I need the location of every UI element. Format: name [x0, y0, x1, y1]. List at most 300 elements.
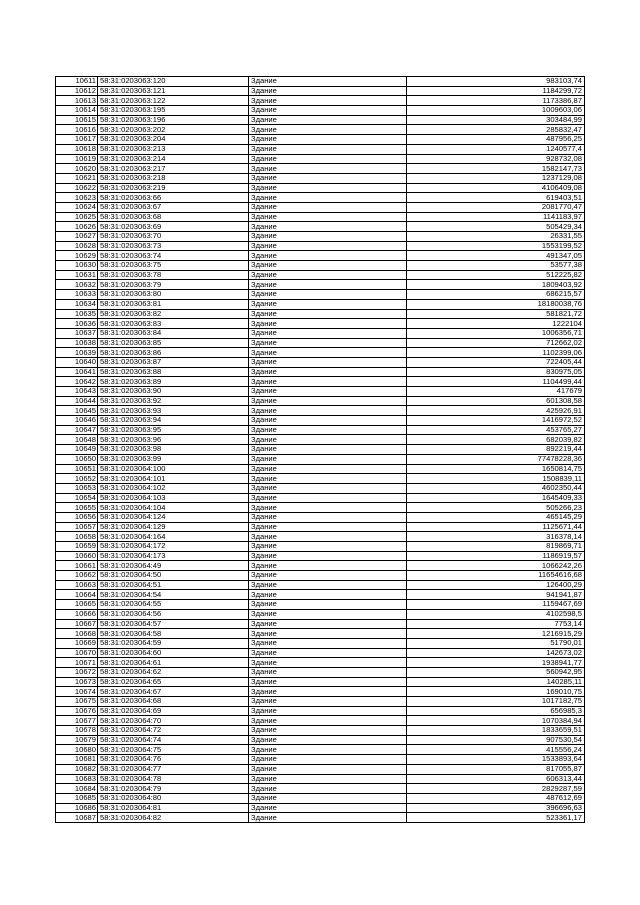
- cadastral-number-cell: 58:31:0203063:95: [98, 425, 249, 435]
- table-row: [56, 338, 585, 348]
- row-number-cell: 10679: [56, 735, 98, 745]
- cadastral-number-cell: 58:31:0203064:60: [98, 648, 249, 658]
- row-number-cell: 10654: [56, 493, 98, 503]
- object-type-cell: Здание: [249, 813, 407, 823]
- cadastral-value-cell: 819869,71: [407, 542, 585, 552]
- row-number-cell: 10640: [56, 357, 98, 367]
- cadastral-value-cell: 1237129,08: [407, 173, 585, 183]
- row-number-cell: 10644: [56, 396, 98, 406]
- row-number-cell: 10638: [56, 338, 98, 348]
- row-number-cell: 10646: [56, 416, 98, 426]
- table-row: [56, 512, 585, 522]
- cadastral-value-cell: 817055,87: [407, 764, 585, 774]
- cadastral-number-cell: 58:31:0203064:56: [98, 609, 249, 619]
- table-row: [56, 261, 585, 271]
- object-type-cell: Здание: [249, 677, 407, 687]
- row-number-cell: 10631: [56, 270, 98, 280]
- row-number-cell: 10642: [56, 377, 98, 387]
- table-row: [56, 106, 585, 116]
- cadastral-number-cell: 58:31:0203064:75: [98, 745, 249, 755]
- object-type-cell: Здание: [249, 377, 407, 387]
- table-row: [56, 716, 585, 726]
- cadastral-value-cell: 983103,74: [407, 77, 585, 87]
- cadastral-number-cell: 58:31:0203063:78: [98, 270, 249, 280]
- object-type-cell: Здание: [249, 793, 407, 803]
- object-type-cell: Здание: [249, 125, 407, 135]
- cadastral-number-cell: 58:31:0203063:202: [98, 125, 249, 135]
- row-number-cell: 10624: [56, 202, 98, 212]
- table-row: [56, 135, 585, 145]
- table-row: [56, 377, 585, 387]
- cadastral-number-cell: 58:31:0203064:102: [98, 483, 249, 493]
- row-number-cell: 10627: [56, 232, 98, 242]
- cadastral-value-cell: 142673,02: [407, 648, 585, 658]
- cadastral-number-cell: 58:31:0203063:81: [98, 299, 249, 309]
- cadastral-number-cell: 58:31:0203063:120: [98, 77, 249, 87]
- cadastral-number-cell: 58:31:0203063:70: [98, 232, 249, 242]
- cadastral-number-cell: 58:31:0203064:124: [98, 512, 249, 522]
- object-type-cell: Здание: [249, 764, 407, 774]
- row-number-cell: 10671: [56, 658, 98, 668]
- object-type-cell: Здание: [249, 367, 407, 377]
- row-number-cell: 10686: [56, 803, 98, 813]
- row-number-cell: 10661: [56, 561, 98, 571]
- object-type-cell: Здание: [249, 532, 407, 542]
- row-number-cell: 10623: [56, 193, 98, 203]
- cadastral-number-cell: 58:31:0203063:213: [98, 144, 249, 154]
- cadastral-number-cell: 58:31:0203063:217: [98, 164, 249, 174]
- table-row: [56, 590, 585, 600]
- object-type-cell: Здание: [249, 745, 407, 755]
- cadastral-number-cell: 58:31:0203064:65: [98, 677, 249, 687]
- object-type-cell: Здание: [249, 503, 407, 513]
- table-row: [56, 319, 585, 329]
- object-type-cell: Здание: [249, 348, 407, 358]
- row-number-cell: 10666: [56, 609, 98, 619]
- cadastral-number-cell: 58:31:0203064:81: [98, 803, 249, 813]
- object-type-cell: Здание: [249, 106, 407, 116]
- cadastral-number-cell: 58:31:0203064:67: [98, 687, 249, 697]
- table-row: [56, 764, 585, 774]
- object-type-cell: Здание: [249, 648, 407, 658]
- cadastral-number-cell: 58:31:0203063:87: [98, 357, 249, 367]
- cadastral-number-cell: 58:31:0203063:83: [98, 319, 249, 329]
- cadastral-number-cell: 58:31:0203064:103: [98, 493, 249, 503]
- table-row: [56, 416, 585, 426]
- object-type-cell: Здание: [249, 493, 407, 503]
- cadastral-value-cell: 1125671,44: [407, 522, 585, 532]
- row-number-cell: 10630: [56, 261, 98, 271]
- table-row: [56, 813, 585, 823]
- cadastral-value-cell: 487612,69: [407, 793, 585, 803]
- row-number-cell: 10656: [56, 512, 98, 522]
- row-number-cell: 10669: [56, 638, 98, 648]
- table-row: [56, 241, 585, 251]
- cadastral-number-cell: 58:31:0203064:51: [98, 580, 249, 590]
- table-row: [56, 387, 585, 397]
- object-type-cell: Здание: [249, 435, 407, 445]
- cadastral-value-cell: 487956,25: [407, 135, 585, 145]
- object-type-cell: Здание: [249, 328, 407, 338]
- cadastral-number-cell: 58:31:0203064:70: [98, 716, 249, 726]
- table-row: [56, 183, 585, 193]
- cadastral-value-cell: 512225,82: [407, 270, 585, 280]
- row-number-cell: 10687: [56, 813, 98, 823]
- table-row: [56, 328, 585, 338]
- table-row: [56, 745, 585, 755]
- table-row: [56, 193, 585, 203]
- row-number-cell: 10676: [56, 706, 98, 716]
- row-number-cell: 10649: [56, 445, 98, 455]
- table-row: [56, 202, 585, 212]
- cadastral-number-cell: 58:31:0203064:100: [98, 464, 249, 474]
- table-row: [56, 493, 585, 503]
- row-number-cell: 10657: [56, 522, 98, 532]
- cadastral-value-cell: 1141183,97: [407, 212, 585, 222]
- cadastral-value-cell: 1645409,33: [407, 493, 585, 503]
- object-type-cell: Здание: [249, 464, 407, 474]
- object-type-cell: Здание: [249, 183, 407, 193]
- row-number-cell: 10664: [56, 590, 98, 600]
- cadastral-number-cell: 58:31:0203063:122: [98, 96, 249, 106]
- table-row: [56, 503, 585, 513]
- cadastral-value-cell: 907530,54: [407, 735, 585, 745]
- row-number-cell: 10683: [56, 774, 98, 784]
- object-type-cell: Здание: [249, 735, 407, 745]
- cadastral-value-cell: 1066242,26: [407, 561, 585, 571]
- row-number-cell: 10673: [56, 677, 98, 687]
- object-type-cell: Здание: [249, 164, 407, 174]
- cadastral-number-cell: 58:31:0203064:50: [98, 571, 249, 581]
- table-row: [56, 687, 585, 697]
- cadastral-number-cell: 58:31:0203064:54: [98, 590, 249, 600]
- cadastral-value-cell: 2081770,47: [407, 202, 585, 212]
- cadastral-value-cell: 53577,38: [407, 261, 585, 271]
- table-row: [56, 425, 585, 435]
- row-number-cell: 10674: [56, 687, 98, 697]
- object-type-cell: Здание: [249, 551, 407, 561]
- object-type-cell: Здание: [249, 202, 407, 212]
- cadastral-number-cell: 58:31:0203063:67: [98, 202, 249, 212]
- cadastral-value-cell: 722405,44: [407, 357, 585, 367]
- row-number-cell: 10634: [56, 299, 98, 309]
- cadastral-value-cell: 1184299,72: [407, 86, 585, 96]
- table-row: [56, 96, 585, 106]
- row-number-cell: 10635: [56, 309, 98, 319]
- cadastral-number-cell: 58:31:0203063:90: [98, 387, 249, 397]
- row-number-cell: 10629: [56, 251, 98, 261]
- cadastral-value-cell: 1070384,94: [407, 716, 585, 726]
- table-row: [56, 784, 585, 794]
- row-number-cell: 10670: [56, 648, 98, 658]
- object-type-cell: Здание: [249, 173, 407, 183]
- cadastral-value-cell: 11654616,68: [407, 571, 585, 581]
- cadastral-number-cell: 58:31:0203063:89: [98, 377, 249, 387]
- cadastral-value-cell: 1240577,4: [407, 144, 585, 154]
- table-row: [56, 357, 585, 367]
- cadastral-number-cell: 58:31:0203063:88: [98, 367, 249, 377]
- cadastral-number-cell: 58:31:0203064:72: [98, 726, 249, 736]
- row-number-cell: 10628: [56, 241, 98, 251]
- table-body: [56, 77, 585, 823]
- cadastral-value-cell: 606313,44: [407, 774, 585, 784]
- cadastral-value-cell: 560942,95: [407, 667, 585, 677]
- cadastral-value-cell: 140285,11: [407, 677, 585, 687]
- table-row: [56, 464, 585, 474]
- row-number-cell: 10675: [56, 697, 98, 707]
- table-row: [56, 445, 585, 455]
- cadastral-number-cell: 58:31:0203063:84: [98, 328, 249, 338]
- cadastral-value-cell: 505266,23: [407, 503, 585, 513]
- table-row: [56, 609, 585, 619]
- table-row: [56, 542, 585, 552]
- object-type-cell: Здание: [249, 425, 407, 435]
- object-type-cell: Здание: [249, 522, 407, 532]
- cadastral-value-cell: 7753,14: [407, 619, 585, 629]
- table-row: [56, 474, 585, 484]
- object-type-cell: Здание: [249, 687, 407, 697]
- cadastral-value-cell: 396696,63: [407, 803, 585, 813]
- row-number-cell: 10633: [56, 290, 98, 300]
- cadastral-value-cell: 601308,58: [407, 396, 585, 406]
- row-number-cell: 10619: [56, 154, 98, 164]
- cadastral-value-cell: 126400,29: [407, 580, 585, 590]
- cadastral-number-cell: 58:31:0203063:96: [98, 435, 249, 445]
- object-type-cell: Здание: [249, 144, 407, 154]
- object-type-cell: Здание: [249, 697, 407, 707]
- row-number-cell: 10639: [56, 348, 98, 358]
- table-row: [56, 435, 585, 445]
- table-row: [56, 232, 585, 242]
- cadastral-value-cell: 830975,05: [407, 367, 585, 377]
- cadastral-number-cell: 58:31:0203063:66: [98, 193, 249, 203]
- table-row: [56, 793, 585, 803]
- cadastral-value-cell: 285832,47: [407, 125, 585, 135]
- row-number-cell: 10677: [56, 716, 98, 726]
- object-type-cell: Здание: [249, 542, 407, 552]
- row-number-cell: 10651: [56, 464, 98, 474]
- object-type-cell: Здание: [249, 716, 407, 726]
- cadastral-number-cell: 58:31:0203064:82: [98, 813, 249, 823]
- object-type-cell: Здание: [249, 454, 407, 464]
- row-number-cell: 10620: [56, 164, 98, 174]
- object-type-cell: Здание: [249, 232, 407, 242]
- cadastral-value-cell: 1009603,06: [407, 106, 585, 116]
- cadastral-number-cell: 58:31:0203064:68: [98, 697, 249, 707]
- cadastral-value-cell: 316378,14: [407, 532, 585, 542]
- table-row: [56, 726, 585, 736]
- object-type-cell: Здание: [249, 96, 407, 106]
- cadastral-number-cell: 58:31:0203064:69: [98, 706, 249, 716]
- cadastral-value-table: [55, 76, 585, 823]
- object-type-cell: Здание: [249, 115, 407, 125]
- cadastral-number-cell: 58:31:0203063:86: [98, 348, 249, 358]
- cadastral-number-cell: 58:31:0203063:98: [98, 445, 249, 455]
- cadastral-value-cell: 4602350,44: [407, 483, 585, 493]
- object-type-cell: Здание: [249, 784, 407, 794]
- object-type-cell: Здание: [249, 619, 407, 629]
- cadastral-value-cell: 465145,29: [407, 512, 585, 522]
- cadastral-number-cell: 58:31:0203064:104: [98, 503, 249, 513]
- cadastral-number-cell: 58:31:0203063:214: [98, 154, 249, 164]
- table-row: [56, 222, 585, 232]
- row-number-cell: 10617: [56, 135, 98, 145]
- table-row: [56, 115, 585, 125]
- row-number-cell: 10641: [56, 367, 98, 377]
- cadastral-number-cell: 58:31:0203063:92: [98, 396, 249, 406]
- object-type-cell: Здание: [249, 561, 407, 571]
- object-type-cell: Здание: [249, 600, 407, 610]
- cadastral-value-cell: 1159467,69: [407, 600, 585, 610]
- table-row: [56, 77, 585, 87]
- cadastral-value-cell: 415556,24: [407, 745, 585, 755]
- table-row: [56, 638, 585, 648]
- cadastral-value-cell: 1833659,51: [407, 726, 585, 736]
- object-type-cell: Здание: [249, 241, 407, 251]
- cadastral-value-cell: 1938941,77: [407, 658, 585, 668]
- object-type-cell: Здание: [249, 512, 407, 522]
- cadastral-number-cell: 58:31:0203064:80: [98, 793, 249, 803]
- cadastral-value-cell: 417679: [407, 387, 585, 397]
- object-type-cell: Здание: [249, 406, 407, 416]
- object-type-cell: Здание: [249, 571, 407, 581]
- row-number-cell: 10653: [56, 483, 98, 493]
- row-number-cell: 10625: [56, 212, 98, 222]
- object-type-cell: Здание: [249, 590, 407, 600]
- row-number-cell: 10613: [56, 96, 98, 106]
- row-number-cell: 10643: [56, 387, 98, 397]
- table-row: [56, 755, 585, 765]
- table-row: [56, 677, 585, 687]
- row-number-cell: 10660: [56, 551, 98, 561]
- object-type-cell: Здание: [249, 270, 407, 280]
- row-number-cell: 10637: [56, 328, 98, 338]
- cadastral-value-cell: 523361,17: [407, 813, 585, 823]
- cadastral-value-cell: 425926,91: [407, 406, 585, 416]
- row-number-cell: 10615: [56, 115, 98, 125]
- cadastral-number-cell: 58:31:0203063:82: [98, 309, 249, 319]
- object-type-cell: Здание: [249, 483, 407, 493]
- object-type-cell: Здание: [249, 396, 407, 406]
- cadastral-number-cell: 58:31:0203063:68: [98, 212, 249, 222]
- cadastral-value-cell: 1216915,29: [407, 629, 585, 639]
- cadastral-value-cell: 656985,3: [407, 706, 585, 716]
- row-number-cell: 10614: [56, 106, 98, 116]
- row-number-cell: 10626: [56, 222, 98, 232]
- cadastral-number-cell: 58:31:0203064:58: [98, 629, 249, 639]
- table-row: [56, 367, 585, 377]
- table-row: [56, 173, 585, 183]
- table-row: [56, 154, 585, 164]
- object-type-cell: Здание: [249, 726, 407, 736]
- object-type-cell: Здание: [249, 222, 407, 232]
- row-number-cell: 10681: [56, 755, 98, 765]
- cadastral-value-cell: 1102399,06: [407, 348, 585, 358]
- table-row: [56, 522, 585, 532]
- table-row: [56, 144, 585, 154]
- table-row: [56, 396, 585, 406]
- object-type-cell: Здание: [249, 86, 407, 96]
- row-number-cell: 10685: [56, 793, 98, 803]
- cadastral-number-cell: 58:31:0203064:78: [98, 774, 249, 784]
- table-row: [56, 600, 585, 610]
- cadastral-number-cell: 58:31:0203063:69: [98, 222, 249, 232]
- cadastral-number-cell: 58:31:0203063:121: [98, 86, 249, 96]
- row-number-cell: 10662: [56, 571, 98, 581]
- cadastral-number-cell: 58:31:0203064:61: [98, 658, 249, 668]
- cadastral-number-cell: 58:31:0203063:99: [98, 454, 249, 464]
- cadastral-number-cell: 58:31:0203064:62: [98, 667, 249, 677]
- row-number-cell: 10650: [56, 454, 98, 464]
- table-row: [56, 580, 585, 590]
- object-type-cell: Здание: [249, 774, 407, 784]
- table-row: [56, 803, 585, 813]
- cadastral-number-cell: 58:31:0203063:93: [98, 406, 249, 416]
- cadastral-value-cell: 682039,82: [407, 435, 585, 445]
- object-type-cell: Здание: [249, 193, 407, 203]
- cadastral-value-cell: 1186919,57: [407, 551, 585, 561]
- object-type-cell: Здание: [249, 290, 407, 300]
- table-row: [56, 629, 585, 639]
- cadastral-value-cell: 18180038,76: [407, 299, 585, 309]
- cadastral-number-cell: 58:31:0203063:218: [98, 173, 249, 183]
- cadastral-value-cell: 1582147,73: [407, 164, 585, 174]
- object-type-cell: Здание: [249, 667, 407, 677]
- table-row: [56, 483, 585, 493]
- cadastral-value-cell: 2829287,59: [407, 784, 585, 794]
- object-type-cell: Здание: [249, 154, 407, 164]
- object-type-cell: Здание: [249, 445, 407, 455]
- object-type-cell: Здание: [249, 755, 407, 765]
- object-type-cell: Здание: [249, 309, 407, 319]
- cadastral-number-cell: 58:31:0203063:195: [98, 106, 249, 116]
- object-type-cell: Здание: [249, 319, 407, 329]
- row-number-cell: 10611: [56, 77, 98, 87]
- object-type-cell: Здание: [249, 299, 407, 309]
- object-type-cell: Здание: [249, 280, 407, 290]
- row-number-cell: 10667: [56, 619, 98, 629]
- cadastral-number-cell: 58:31:0203063:80: [98, 290, 249, 300]
- object-type-cell: Здание: [249, 387, 407, 397]
- table-row: [56, 164, 585, 174]
- cadastral-value-cell: 169010,75: [407, 687, 585, 697]
- table-row: [56, 706, 585, 716]
- cadastral-number-cell: 58:31:0203064:57: [98, 619, 249, 629]
- cadastral-number-cell: 58:31:0203063:196: [98, 115, 249, 125]
- row-number-cell: 10682: [56, 764, 98, 774]
- cadastral-value-cell: 1222104: [407, 319, 585, 329]
- object-type-cell: Здание: [249, 803, 407, 813]
- cadastral-value-cell: 1104499,44: [407, 377, 585, 387]
- table-row: [56, 406, 585, 416]
- row-number-cell: 10658: [56, 532, 98, 542]
- table-row: [56, 86, 585, 96]
- cadastral-value-cell: 581821,72: [407, 309, 585, 319]
- cadastral-number-cell: 58:31:0203064:55: [98, 600, 249, 610]
- table-row: [56, 299, 585, 309]
- cadastral-value-cell: 1553199,52: [407, 241, 585, 251]
- cadastral-number-cell: 58:31:0203063:94: [98, 416, 249, 426]
- row-number-cell: 10655: [56, 503, 98, 513]
- row-number-cell: 10678: [56, 726, 98, 736]
- cadastral-value-cell: 4106409,08: [407, 183, 585, 193]
- cadastral-number-cell: 58:31:0203064:101: [98, 474, 249, 484]
- row-number-cell: 10612: [56, 86, 98, 96]
- object-type-cell: Здание: [249, 261, 407, 271]
- cadastral-value-cell: 303484,99: [407, 115, 585, 125]
- object-type-cell: Здание: [249, 638, 407, 648]
- cadastral-number-cell: 58:31:0203064:49: [98, 561, 249, 571]
